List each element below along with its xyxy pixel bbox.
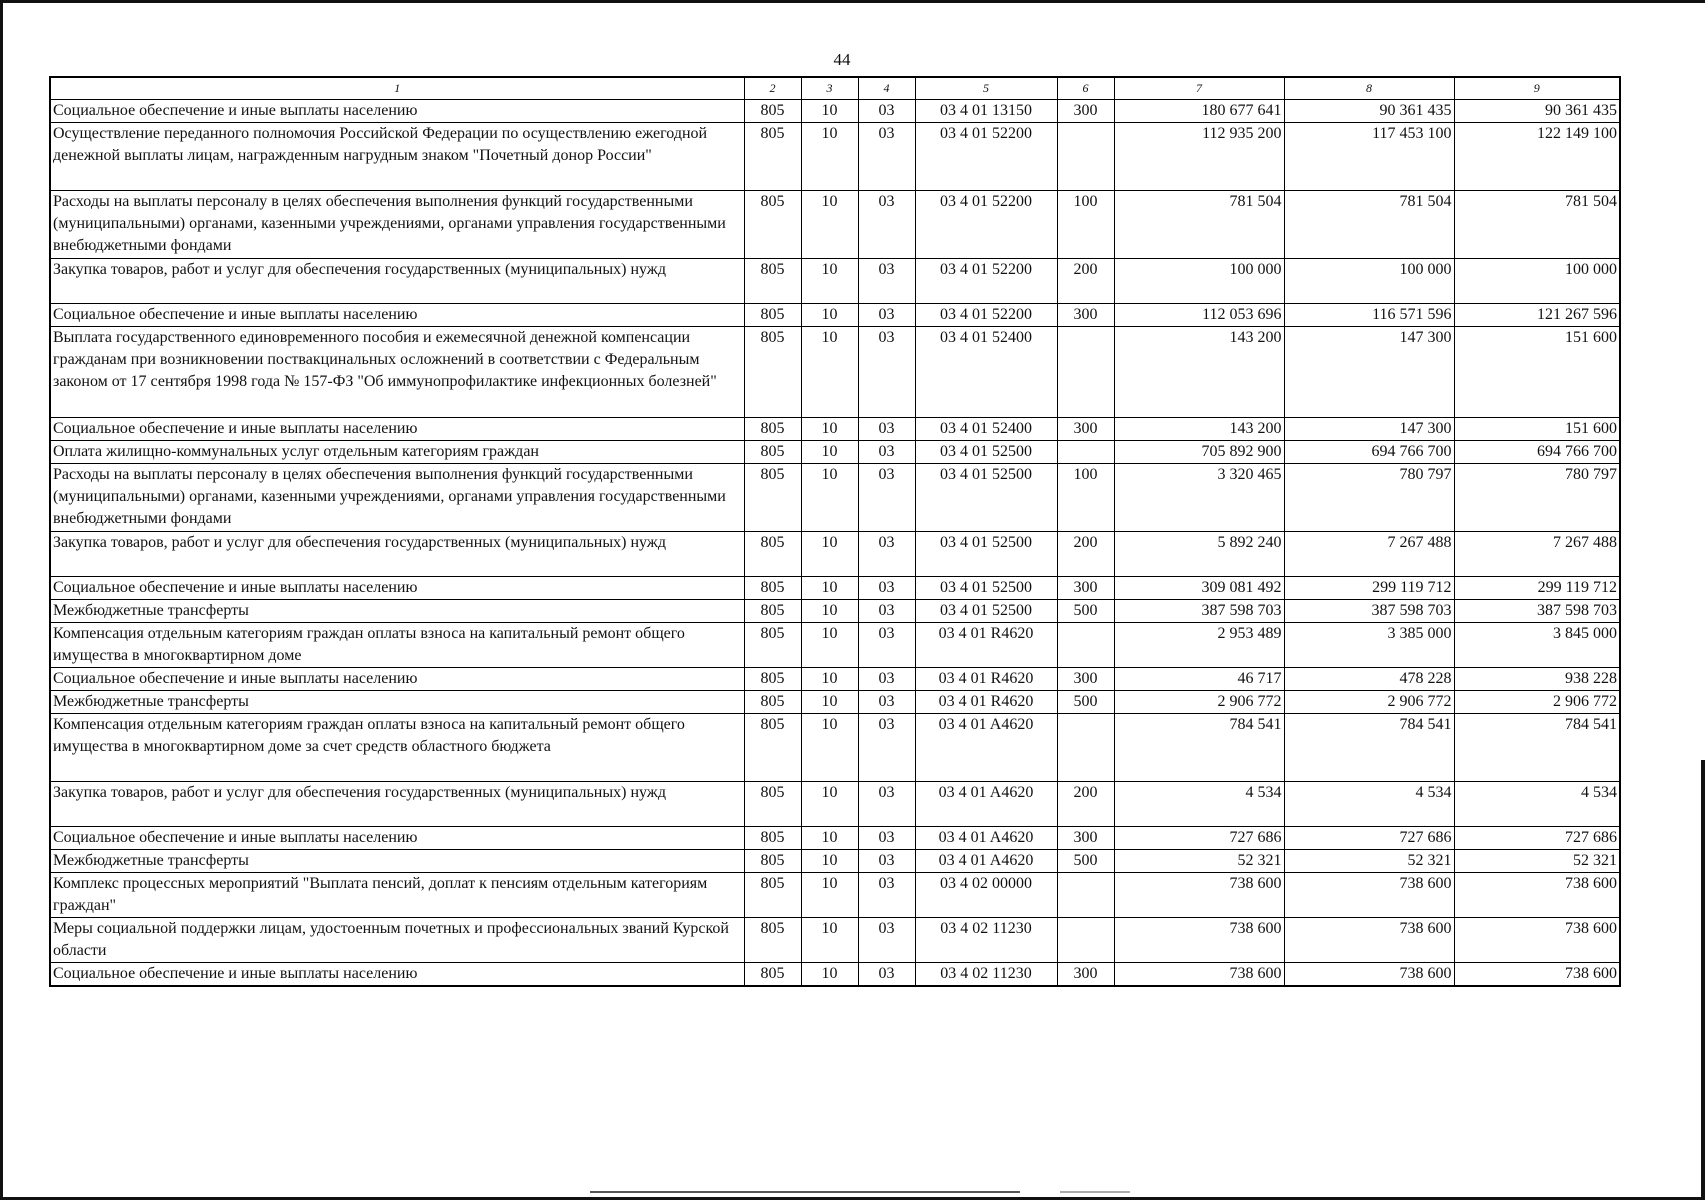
row-code-4: 03: [858, 100, 915, 123]
row-code-4: 03: [858, 123, 915, 191]
row-expense-type: 300: [1057, 418, 1114, 441]
table-body: [50, 100, 1620, 987]
row-amount-9: 100 000: [1454, 259, 1620, 304]
row-code-2: 805: [744, 304, 801, 327]
row-code-3: 10: [801, 532, 858, 577]
row-expense-type: 300: [1057, 304, 1114, 327]
row-amount-9: 121 267 596: [1454, 304, 1620, 327]
row-code-3: 10: [801, 714, 858, 782]
row-name: Расходы на выплаты персоналу в целях обеспечения выполнения функций государственными (муниципальными) органами, казенными учреждениями, органами управления государственными внебюджетными фондами: [50, 464, 744, 532]
row-expense-type: 500: [1057, 600, 1114, 623]
row-name: Меры социальной поддержки лицам, удостоенным почетных и профессиональных званий Курской области: [50, 918, 744, 963]
row-code-2: 805: [744, 259, 801, 304]
row-amount-7: 112 053 696: [1114, 304, 1284, 327]
table-row: [50, 827, 1620, 850]
row-amount-7: 738 600: [1114, 918, 1284, 963]
table-row: [50, 327, 1620, 418]
row-name: Компенсация отдельным категориям граждан оплаты взноса на капитальный ремонт общего имущества в многоквартирном доме: [50, 623, 744, 668]
row-amount-9: 387 598 703: [1454, 600, 1620, 623]
scan-edge-top: [0, 0, 1705, 3]
row-target-code: 03 4 01 52200: [915, 304, 1057, 327]
table-row: [50, 441, 1620, 464]
row-target-code: 03 4 01 52400: [915, 327, 1057, 418]
row-code-4: 03: [858, 327, 915, 418]
row-target-code: 03 4 01 52500: [915, 577, 1057, 600]
row-code-4: 03: [858, 850, 915, 873]
row-name: Закупка товаров, работ и услуг для обеспечения государственных (муниципальных) нужд: [50, 782, 744, 827]
row-name: Комплекс процессных мероприятий "Выплата пенсий, доплат к пенсиям отдельным категориям граждан": [50, 873, 744, 918]
table-row: [50, 668, 1620, 691]
row-code-3: 10: [801, 100, 858, 123]
row-amount-9: 781 504: [1454, 191, 1620, 259]
column-number-row: [50, 77, 1620, 100]
row-amount-7: 3 320 465: [1114, 464, 1284, 532]
row-expense-type: [1057, 327, 1114, 418]
row-code-2: 805: [744, 123, 801, 191]
row-amount-8: 100 000: [1284, 259, 1454, 304]
row-code-4: 03: [858, 918, 915, 963]
row-code-2: 805: [744, 600, 801, 623]
row-amount-8: 694 766 700: [1284, 441, 1454, 464]
row-target-code: 03 4 01 R4620: [915, 691, 1057, 714]
row-amount-8: 52 321: [1284, 850, 1454, 873]
scan-artifact-line: [1060, 1191, 1130, 1193]
table-row: [50, 191, 1620, 259]
row-code-3: 10: [801, 873, 858, 918]
row-code-2: 805: [744, 418, 801, 441]
table-row: [50, 963, 1620, 987]
row-name: Межбюджетные трансферты: [50, 600, 744, 623]
column-header: 9: [1454, 77, 1620, 100]
row-target-code: 03 4 01 52500: [915, 600, 1057, 623]
row-amount-9: 727 686: [1454, 827, 1620, 850]
row-amount-7: 309 081 492: [1114, 577, 1284, 600]
budget-table: [49, 76, 1621, 987]
table-row: [50, 623, 1620, 668]
row-code-3: 10: [801, 963, 858, 987]
row-target-code: 03 4 01 52200: [915, 259, 1057, 304]
column-header: 7: [1114, 77, 1284, 100]
row-name: Межбюджетные трансферты: [50, 691, 744, 714]
row-amount-8: 738 600: [1284, 963, 1454, 987]
row-code-2: 805: [744, 100, 801, 123]
row-name: Социальное обеспечение и иные выплаты населению: [50, 577, 744, 600]
row-code-2: 805: [744, 827, 801, 850]
row-name: Компенсация отдельным категориям граждан оплаты взноса на капитальный ремонт общего имущества в многоквартирном доме за счет средств областного бюджета: [50, 714, 744, 782]
row-code-3: 10: [801, 123, 858, 191]
row-amount-9: 299 119 712: [1454, 577, 1620, 600]
row-amount-7: 143 200: [1114, 327, 1284, 418]
scan-edge-right: [1701, 760, 1705, 1200]
row-amount-8: 90 361 435: [1284, 100, 1454, 123]
row-code-4: 03: [858, 600, 915, 623]
row-target-code: 03 4 02 00000: [915, 873, 1057, 918]
row-amount-9: 784 541: [1454, 714, 1620, 782]
row-amount-8: 387 598 703: [1284, 600, 1454, 623]
row-code-4: 03: [858, 441, 915, 464]
row-name: Межбюджетные трансферты: [50, 850, 744, 873]
table-row: [50, 600, 1620, 623]
row-amount-8: 7 267 488: [1284, 532, 1454, 577]
row-amount-7: 100 000: [1114, 259, 1284, 304]
table-row: [50, 123, 1620, 191]
row-amount-7: 143 200: [1114, 418, 1284, 441]
table-row: [50, 259, 1620, 304]
row-code-2: 805: [744, 327, 801, 418]
row-target-code: 03 4 01 52500: [915, 441, 1057, 464]
row-amount-9: 738 600: [1454, 873, 1620, 918]
row-target-code: 03 4 01 52500: [915, 464, 1057, 532]
row-target-code: 03 4 01 A4620: [915, 782, 1057, 827]
column-header: 3: [801, 77, 858, 100]
row-code-4: 03: [858, 668, 915, 691]
table-row: [50, 918, 1620, 963]
row-code-2: 805: [744, 623, 801, 668]
row-code-2: 805: [744, 532, 801, 577]
row-target-code: 03 4 01 52200: [915, 191, 1057, 259]
row-expense-type: [1057, 873, 1114, 918]
row-name: Выплата государственного единовременного пособия и ежемесячной денежной компенсации гражданам при возникновении поствакцинальных осложнений в соответствии с Федеральным законом от 17 сентября 1998 года № 157-ФЗ "Об иммунопрофилактике инфекционных болезней": [50, 327, 744, 418]
table-row: [50, 304, 1620, 327]
row-code-4: 03: [858, 418, 915, 441]
row-expense-type: 300: [1057, 668, 1114, 691]
row-code-2: 805: [744, 873, 801, 918]
row-amount-8: 478 228: [1284, 668, 1454, 691]
row-code-3: 10: [801, 418, 858, 441]
row-amount-7: 2 953 489: [1114, 623, 1284, 668]
row-code-3: 10: [801, 850, 858, 873]
row-code-3: 10: [801, 464, 858, 532]
row-code-4: 03: [858, 623, 915, 668]
row-code-4: 03: [858, 532, 915, 577]
row-amount-7: 784 541: [1114, 714, 1284, 782]
row-expense-type: [1057, 918, 1114, 963]
row-code-2: 805: [744, 441, 801, 464]
row-amount-8: 4 534: [1284, 782, 1454, 827]
row-amount-7: 4 534: [1114, 782, 1284, 827]
row-name: Социальное обеспечение и иные выплаты населению: [50, 963, 744, 987]
row-code-2: 805: [744, 668, 801, 691]
row-code-4: 03: [858, 464, 915, 532]
row-name: Закупка товаров, работ и услуг для обеспечения государственных (муниципальных) нужд: [50, 532, 744, 577]
table-row: [50, 577, 1620, 600]
row-code-2: 805: [744, 918, 801, 963]
row-amount-7: 112 935 200: [1114, 123, 1284, 191]
row-amount-9: 151 600: [1454, 418, 1620, 441]
row-expense-type: 200: [1057, 259, 1114, 304]
row-amount-9: 151 600: [1454, 327, 1620, 418]
row-code-4: 03: [858, 873, 915, 918]
row-expense-type: [1057, 441, 1114, 464]
row-expense-type: 500: [1057, 691, 1114, 714]
row-code-4: 03: [858, 714, 915, 782]
row-amount-7: 727 686: [1114, 827, 1284, 850]
row-amount-8: 738 600: [1284, 918, 1454, 963]
row-amount-8: 2 906 772: [1284, 691, 1454, 714]
row-target-code: 03 4 01 52400: [915, 418, 1057, 441]
row-name: Расходы на выплаты персоналу в целях обеспечения выполнения функций государственными (муниципальными) органами, казенными учреждениями, органами управления государственными внебюджетными фондами: [50, 191, 744, 259]
row-code-3: 10: [801, 304, 858, 327]
row-amount-9: 7 267 488: [1454, 532, 1620, 577]
row-code-4: 03: [858, 963, 915, 987]
row-amount-9: 3 845 000: [1454, 623, 1620, 668]
row-code-2: 805: [744, 191, 801, 259]
table-row: [50, 532, 1620, 577]
row-expense-type: 200: [1057, 782, 1114, 827]
row-amount-8: 781 504: [1284, 191, 1454, 259]
row-expense-type: [1057, 123, 1114, 191]
row-code-3: 10: [801, 827, 858, 850]
row-amount-9: 122 149 100: [1454, 123, 1620, 191]
row-target-code: 03 4 01 52500: [915, 532, 1057, 577]
row-name: Социальное обеспечение и иные выплаты населению: [50, 668, 744, 691]
row-code-2: 805: [744, 714, 801, 782]
row-expense-type: 100: [1057, 464, 1114, 532]
row-amount-8: 3 385 000: [1284, 623, 1454, 668]
row-amount-8: 147 300: [1284, 418, 1454, 441]
row-amount-8: 147 300: [1284, 327, 1454, 418]
row-target-code: 03 4 01 R4620: [915, 668, 1057, 691]
row-code-3: 10: [801, 441, 858, 464]
scan-artifact-line: [590, 1191, 1020, 1193]
row-amount-8: 117 453 100: [1284, 123, 1454, 191]
row-amount-7: 52 321: [1114, 850, 1284, 873]
row-code-2: 805: [744, 577, 801, 600]
column-header: 1: [50, 77, 744, 100]
table-row: [50, 100, 1620, 123]
row-code-3: 10: [801, 623, 858, 668]
row-code-3: 10: [801, 918, 858, 963]
row-expense-type: 200: [1057, 532, 1114, 577]
row-target-code: 03 4 01 A4620: [915, 827, 1057, 850]
row-code-3: 10: [801, 259, 858, 304]
row-amount-8: 727 686: [1284, 827, 1454, 850]
row-code-3: 10: [801, 327, 858, 418]
row-amount-9: 738 600: [1454, 918, 1620, 963]
row-code-4: 03: [858, 782, 915, 827]
row-name: Осуществление переданного полномочия Российской Федерации по осуществлению ежегодной денежной выплаты лицам, награжденным нагрудным знаком "Почетный донор России": [50, 123, 744, 191]
row-amount-9: 2 906 772: [1454, 691, 1620, 714]
row-code-4: 03: [858, 191, 915, 259]
row-name: Оплата жилищно-коммунальных услуг отдельным категориям граждан: [50, 441, 744, 464]
row-expense-type: 300: [1057, 827, 1114, 850]
row-amount-9: 938 228: [1454, 668, 1620, 691]
row-amount-7: 738 600: [1114, 963, 1284, 987]
row-target-code: 03 4 01 52200: [915, 123, 1057, 191]
row-amount-7: 46 717: [1114, 668, 1284, 691]
row-amount-8: 738 600: [1284, 873, 1454, 918]
row-code-2: 805: [744, 850, 801, 873]
row-amount-7: 387 598 703: [1114, 600, 1284, 623]
row-amount-7: 2 906 772: [1114, 691, 1284, 714]
column-header: 4: [858, 77, 915, 100]
row-code-3: 10: [801, 191, 858, 259]
row-name: Социальное обеспечение и иные выплаты населению: [50, 100, 744, 123]
row-expense-type: 500: [1057, 850, 1114, 873]
row-code-3: 10: [801, 782, 858, 827]
row-code-3: 10: [801, 577, 858, 600]
row-code-2: 805: [744, 464, 801, 532]
row-expense-type: 100: [1057, 191, 1114, 259]
row-code-2: 805: [744, 782, 801, 827]
row-code-2: 805: [744, 691, 801, 714]
row-amount-9: 738 600: [1454, 963, 1620, 987]
row-amount-7: 781 504: [1114, 191, 1284, 259]
row-code-4: 03: [858, 304, 915, 327]
table-row: [50, 714, 1620, 782]
row-amount-8: 780 797: [1284, 464, 1454, 532]
row-code-3: 10: [801, 691, 858, 714]
row-amount-9: 90 361 435: [1454, 100, 1620, 123]
row-expense-type: 300: [1057, 963, 1114, 987]
row-name: Социальное обеспечение и иные выплаты населению: [50, 418, 744, 441]
row-amount-7: 5 892 240: [1114, 532, 1284, 577]
column-header: 2: [744, 77, 801, 100]
row-expense-type: [1057, 623, 1114, 668]
row-target-code: 03 4 02 11230: [915, 963, 1057, 987]
table-row: [50, 782, 1620, 827]
row-amount-9: 694 766 700: [1454, 441, 1620, 464]
row-code-2: 805: [744, 963, 801, 987]
row-amount-8: 299 119 712: [1284, 577, 1454, 600]
row-amount-7: 180 677 641: [1114, 100, 1284, 123]
row-expense-type: 300: [1057, 577, 1114, 600]
row-amount-9: 780 797: [1454, 464, 1620, 532]
row-expense-type: 300: [1057, 100, 1114, 123]
column-header: 5: [915, 77, 1057, 100]
scan-edge-left: [0, 0, 3, 1200]
row-code-4: 03: [858, 691, 915, 714]
row-amount-8: 784 541: [1284, 714, 1454, 782]
row-expense-type: [1057, 714, 1114, 782]
table-row: [50, 691, 1620, 714]
row-target-code: 03 4 02 11230: [915, 918, 1057, 963]
column-header: 6: [1057, 77, 1114, 100]
row-code-4: 03: [858, 827, 915, 850]
row-code-4: 03: [858, 259, 915, 304]
table-row: [50, 850, 1620, 873]
row-name: Социальное обеспечение и иные выплаты населению: [50, 827, 744, 850]
row-amount-9: 4 534: [1454, 782, 1620, 827]
row-name: Закупка товаров, работ и услуг для обеспечения государственных (муниципальных) нужд: [50, 259, 744, 304]
row-code-3: 10: [801, 600, 858, 623]
row-code-3: 10: [801, 668, 858, 691]
row-name: Социальное обеспечение и иные выплаты населению: [50, 304, 744, 327]
row-amount-7: 738 600: [1114, 873, 1284, 918]
table-row: [50, 873, 1620, 918]
table-row: [50, 464, 1620, 532]
row-amount-7: 705 892 900: [1114, 441, 1284, 464]
row-target-code: 03 4 01 R4620: [915, 623, 1057, 668]
row-amount-8: 116 571 596: [1284, 304, 1454, 327]
row-code-4: 03: [858, 577, 915, 600]
page-number: 44: [833, 50, 851, 69]
row-target-code: 03 4 01 13150: [915, 100, 1057, 123]
column-header: 8: [1284, 77, 1454, 100]
row-target-code: 03 4 01 A4620: [915, 714, 1057, 782]
table-row: [50, 418, 1620, 441]
row-target-code: 03 4 01 A4620: [915, 850, 1057, 873]
row-amount-9: 52 321: [1454, 850, 1620, 873]
